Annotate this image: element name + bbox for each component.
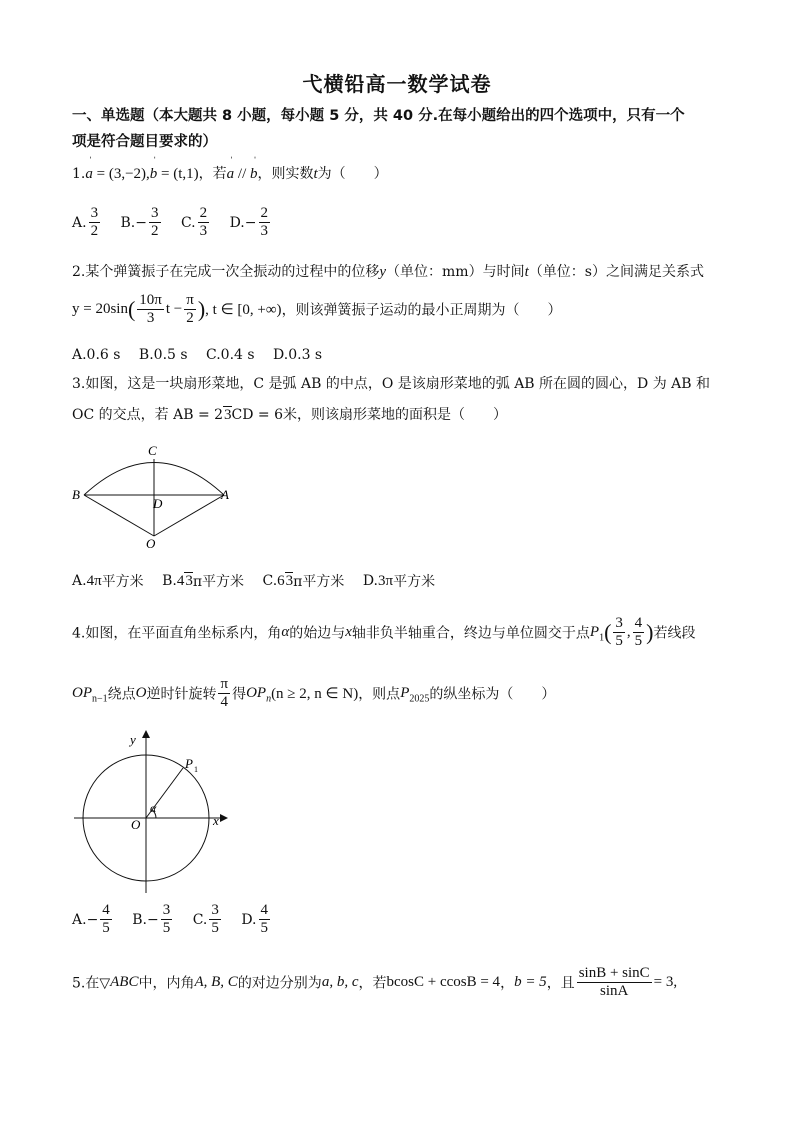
label-a: A	[221, 487, 229, 502]
label-x: x	[213, 813, 219, 828]
option-b[interactable]: B. − $\frac{3}{5}$	[132, 902, 171, 936]
question-1: 1.ˈ a = (3,−2),ˈ b = (t,1)，若ˈ a // ˈ b，则实数t为（ ）	[72, 163, 388, 183]
question-1-options	[72, 205, 286, 240]
option-c[interactable]: C. $\frac{3}{5}$	[192, 902, 219, 936]
option-b[interactable]: B. 4 3 π平方米	[162, 572, 245, 590]
label-o: O	[146, 536, 156, 551]
label-b: B	[72, 487, 80, 502]
question-4-line1: 4.如图，在平面直角坐标系内，角α的始边与x轴非负半轴重合，终边与单位圆交于点$P_1$( $\frac{3}{5}$ , $\frac{4}{5}$ )若线段	[72, 615, 696, 649]
option-a[interactable]: A. $\frac{3}{2}$	[72, 205, 99, 239]
question-2-options	[72, 347, 336, 363]
unit-circle-figure	[70, 728, 230, 898]
option-d[interactable]: D.0.3 s	[273, 347, 323, 363]
option-b[interactable]: B. − $\frac{3}{2}$	[120, 205, 159, 239]
question-3-options	[72, 571, 449, 591]
label-d: D	[153, 496, 163, 511]
label-o: O	[131, 817, 141, 832]
question-3-line2: OC 的交点，若 AB = 23CD = 6米，则该扇形菜地的面积是（ ）	[72, 407, 508, 423]
option-d[interactable]: D. − $\frac{2}{3}$	[229, 205, 268, 239]
label-y: y	[130, 732, 136, 747]
radius-ob	[84, 495, 154, 536]
x-axis-arrow	[220, 814, 228, 822]
option-a[interactable]: A.0.6 s	[72, 347, 121, 363]
label-c: C	[148, 443, 157, 458]
question-2-line1: 2.某个弹簧振子在完成一次全振动的过程中的位移y（单位：mm）与时间t（单位：s）之间满足关系式	[72, 264, 704, 280]
question-4-options	[72, 902, 286, 937]
label-p1-sub: 1	[194, 765, 198, 774]
label-p1: P	[185, 756, 193, 771]
section-header-line1: 一、单选题（本大题共 8 小题，每小题 5 分，共 40 分.在每小题给出的四个选项中，只有一个	[72, 108, 685, 124]
question-5-line1: 5.在▽ABC中，内角A, B, C的对边分别为a, b, c，若bcosC + ccosB = 4，b = 5，且 $\frac{\sin B + \sin C}{\sin A}$ = 3,	[72, 965, 678, 999]
radius-oa	[154, 495, 224, 536]
label-alpha: α	[150, 801, 157, 815]
option-b[interactable]: B.0.5 s	[138, 347, 188, 363]
option-c[interactable]: C. 6 3 π平方米	[262, 572, 345, 590]
option-c[interactable]: C. $\frac{2}{3}$	[180, 205, 208, 239]
option-a[interactable]: A. − $\frac{4}{5}$	[72, 902, 110, 936]
option-d[interactable]: D. $\frac{4}{5}$	[241, 902, 268, 936]
question-2-line2: y = 20sin( $\frac{10\pi}{3}$ t − $\frac{\pi}{2}$ ), t ∈ [0, +∞)，则该弹簧振子运动的最小正周期为（ ）	[72, 292, 562, 326]
sector-figure	[70, 440, 240, 555]
vector-a: ˈ a	[85, 166, 93, 183]
question-3-line1: 3.如图，这是一块扇形菜地，C 是弧 AB 的中点，O 是该扇形菜地的弧 AB 所在圆的圆心，D 为 AB 和	[72, 376, 711, 392]
section-header-line2: 项是符合题目要求的）	[72, 134, 217, 150]
page-title: 弋横铅高一数学试卷	[302, 72, 492, 96]
y-axis-arrow	[142, 730, 150, 738]
question-4-line2: $OP_{n-1}$绕点O逆时针旋转 $\frac{\pi}{4}$ 得$OP_n(n \ge 2$, n ∈ N)，则点$P_{2025}$的纵坐标为（ ）	[72, 676, 556, 710]
option-d[interactable]: D. 3π 平方米	[362, 572, 436, 590]
vector-b: ˈ b	[150, 166, 158, 183]
option-c[interactable]: C.0.4 s	[206, 347, 255, 363]
option-a[interactable]: A. 4π 平方米	[72, 572, 144, 590]
